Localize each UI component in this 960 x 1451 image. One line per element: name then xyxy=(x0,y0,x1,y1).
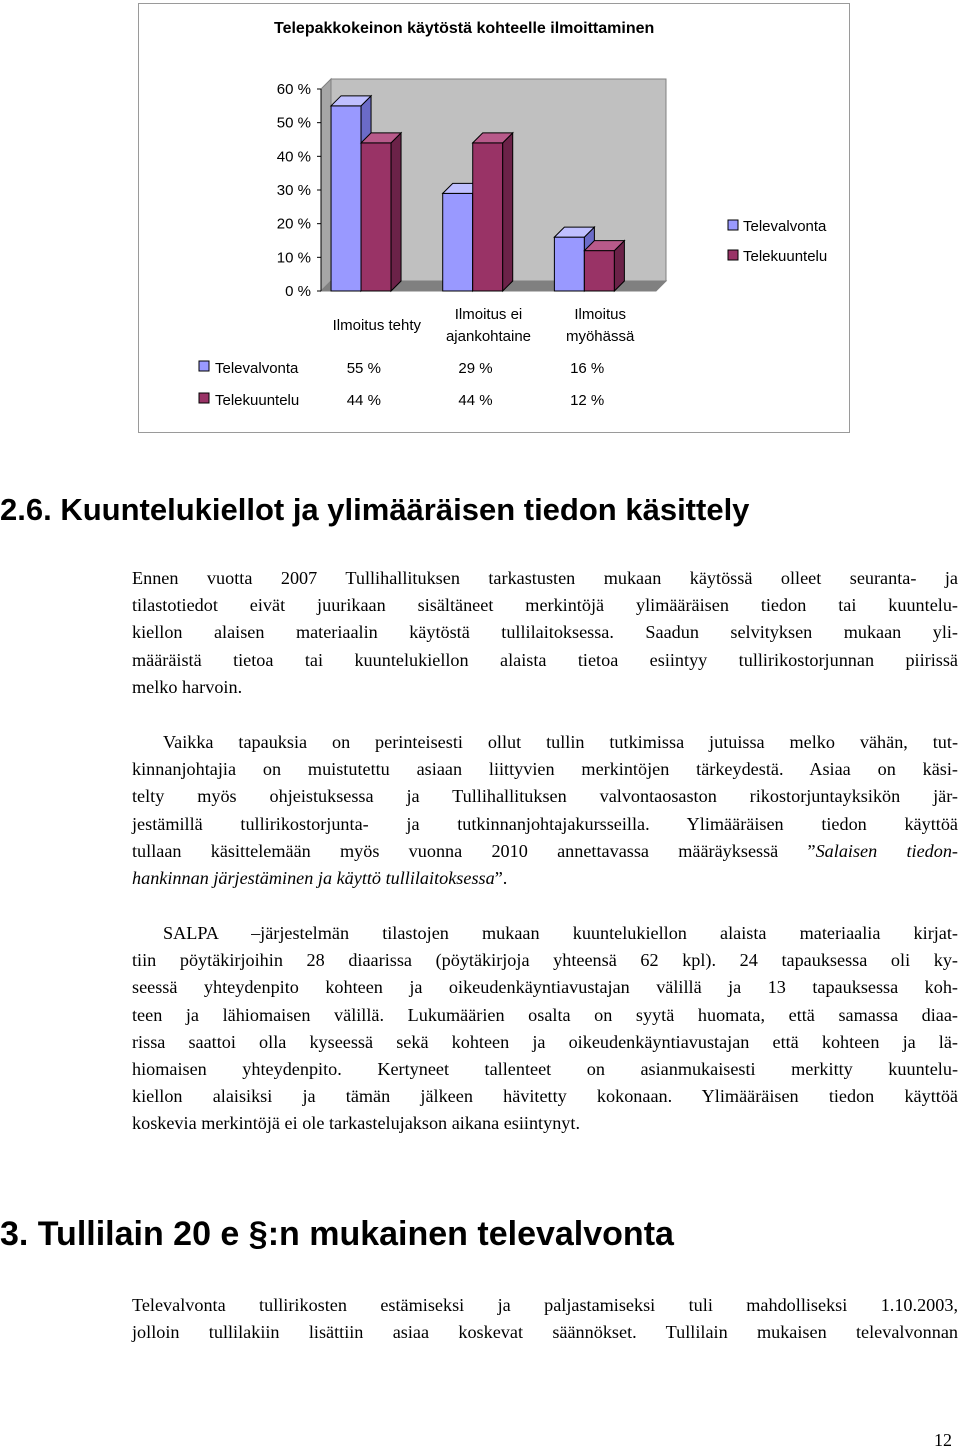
table-legend-key xyxy=(199,361,209,371)
paragraph-line: SALPA –järjestelmän tilastojen mukaan kuuntelukiellon alaista materiaalia kirjat- xyxy=(163,923,958,943)
closing-quote: ”. xyxy=(494,868,508,889)
section-heading-3: 3. Tullilain 20 e §:n mukainen televalvonta xyxy=(0,1215,674,1253)
italic-title: Salaisen tiedon- xyxy=(815,840,958,861)
italic-title: hankinnan järjestäminen ja käyttö tullilaitoksessa xyxy=(132,868,495,889)
paragraph-4 xyxy=(132,1292,958,1346)
table-value: 44 % xyxy=(458,392,493,409)
table-value: 55 % xyxy=(346,360,381,377)
paragraph-line: kiellon alaisen materiaalin käytöstä tullilaitoksessa. Saadun selvityksen mukaan yli- xyxy=(132,622,958,643)
category-label: ajankohtaine xyxy=(445,328,532,345)
paragraph-line: tilastotiedot eivät juurikaan sisältäneet merkintöjä ylimääräisen tiedon tai kuuntelu- xyxy=(132,595,958,616)
chart-title: Telepakkokeinon käytöstä kohteelle ilmoittaminen xyxy=(274,20,655,37)
paragraph-line: tullaan käsittelemään myös vuonna 2010 annettavassa määräyksessä ”Salaisen tiedon- xyxy=(132,840,958,861)
bar-telekuuntelu xyxy=(473,143,503,291)
y-tick-label: 10 % xyxy=(276,249,311,267)
paragraph-line: rissa saattoi olla kyseessä sekä kohteen ja oikeudenkäyntiavustajan että kohteen ja lä- xyxy=(132,1031,958,1052)
bar-chart xyxy=(139,4,851,434)
page-number: 12 xyxy=(934,1430,952,1450)
table-series-name: Telekuuntelu xyxy=(215,392,300,409)
paragraph-1 xyxy=(132,565,958,701)
bar-televalvonta xyxy=(331,106,361,291)
y-tick-label: 50 % xyxy=(276,114,311,132)
table-series-name: Televalvonta xyxy=(215,360,299,377)
category-label: myöhässä xyxy=(565,328,635,345)
legend-label: Televalvonta xyxy=(743,218,827,235)
paragraph-line: Ennen vuotta 2007 Tullihallituksen tarkastusten mukaan käytössä olleet seuranta- ja xyxy=(132,568,958,588)
paragraph-2 xyxy=(132,729,958,892)
category-label: Ilmoitus ei xyxy=(454,306,523,323)
table-value: 12 % xyxy=(570,392,605,409)
table-legend-key xyxy=(199,393,209,403)
section-heading-2-6: 2.6. Kuuntelukiellot ja ylimääräisen tiedon käsittely xyxy=(0,492,750,527)
paragraph-line: Televalvonta tullirikosten estämiseksi ja paljastamiseksi tuli mahdolliseksi 1.10.2003, xyxy=(132,1295,958,1315)
table-value: 29 % xyxy=(458,360,493,377)
paragraph-3 xyxy=(132,920,958,1138)
chart-frame xyxy=(138,3,850,433)
paragraph-line xyxy=(132,865,958,892)
paragraph-line: jolloin tullilakiin lisättiin asiaa koskevat säännökset. Tullilain mukaisen televalvonnan xyxy=(132,1322,958,1343)
paragraph-line: melko harvoin. xyxy=(132,676,243,697)
y-tick-label: 20 % xyxy=(276,215,311,233)
table-value: 44 % xyxy=(346,392,381,409)
paragraph-line: kiellon alaisiksi ja tämän jälkeen hävitetty kokonaan. Ylimääräisen tiedon käyttöä xyxy=(132,1086,958,1107)
paragraph-line: seessä yhteydenpito kohteen ja oikeudenkäyntiavustajan välillä ja 13 tapauksessa koh- xyxy=(132,977,958,998)
paragraph-line: hiomaisen yhteydenpito. Kertyneet tallenteet on asianmukaisesti merkitty kuuntelu- xyxy=(132,1059,958,1080)
bar-side xyxy=(503,133,513,291)
category-label: Ilmoitus xyxy=(574,306,627,323)
paragraph-line: teen ja lähiomaisen välillä. Lukumäärien osalta on syytä huomata, että samassa diaa- xyxy=(132,1004,958,1025)
y-tick-label: 60 % xyxy=(276,81,311,98)
bar-televalvonta xyxy=(443,193,473,291)
legend-key xyxy=(728,220,738,230)
paragraph-line: telty myös ohjeistuksessa ja Tullihallituksen valvontaosaston rikostorjuntayksikön jär- xyxy=(132,786,958,807)
bar-televalvonta xyxy=(554,237,584,291)
y-tick-label: 30 % xyxy=(276,182,311,199)
category-label: Ilmoitus tehty xyxy=(332,317,422,334)
y-tick-label: 0 % xyxy=(285,283,311,300)
paragraph-line: määräistä tietoa tai kuuntelukiellon alaista tietoa esiintyy tullirikostorjunnan piirissä xyxy=(132,649,958,670)
paragraph-line: Vaikka tapauksia on perinteisesti ollut tullin tutkimissa jutuissa melko vähän, tut- xyxy=(163,732,958,752)
legend-key xyxy=(728,250,738,260)
legend-label: Telekuuntelu xyxy=(743,248,828,265)
y-tick-label: 40 % xyxy=(276,148,311,166)
chart-side-wall xyxy=(321,79,331,291)
paragraph-line: kinnanjohtajia on muistutettu asiaan liittyvien merkintöjen tärkeydestä. Asiaa on käsi- xyxy=(132,759,958,780)
paragraph-line: jestämillä tullirikostorjunta- ja tutkinnanjohtajakursseilla. Ylimääräisen tiedon käyttöä xyxy=(132,813,958,834)
bar-telekuuntelu xyxy=(361,143,391,291)
paragraph-line: koskevia merkintöjä ei ole tarkastelujakson aikana esiintynyt. xyxy=(132,1113,580,1134)
paragraph-line: tiin pöytäkirjoihin 28 diaarissa (pöytäkirjoja yhteensä 62 kpl). 24 tapauksessa oli ky- xyxy=(132,950,958,971)
bar-telekuuntelu xyxy=(584,251,614,291)
bar-side xyxy=(391,133,401,291)
table-value: 16 % xyxy=(570,360,605,377)
